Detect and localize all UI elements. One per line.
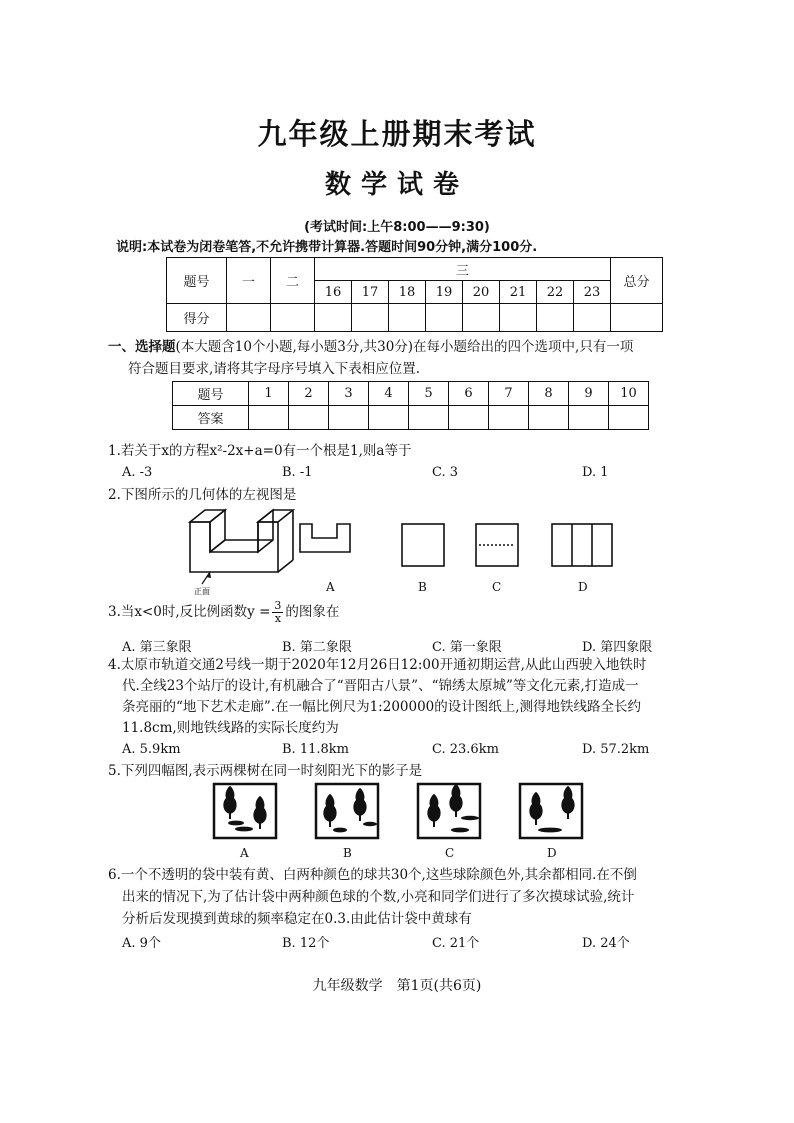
q3-post: 的图象在 [285,604,340,620]
q1-option-a[interactable]: A. -3 [122,465,153,480]
q1-option-c[interactable]: C. 3 [432,465,459,480]
score-cell[interactable] [537,304,574,332]
q4-option-d[interactable]: D. 57.2km [582,742,650,757]
q4-option-a[interactable]: A. 5.9km [122,742,181,757]
score-table [166,257,663,332]
q4-option-b[interactable]: B. 11.8km [282,742,349,757]
ans-num: 1 [249,382,289,406]
question-6-line3: 分析后发现摸到黄球的频率稳定在0.3.由此估计袋中黄球有 [122,911,472,927]
answer-cell[interactable] [249,406,289,430]
q3-fraction: $\frac{3}{x}$ [274,599,282,625]
question-5: 5.下列四幅图,表示两棵树在同一时刻阳光下的影子是 [108,763,423,779]
ans-num: 7 [489,382,529,406]
exam-note: 说明:本试卷为闭卷笔答,不允许携带计算器.答题时间90分钟,满分100分. [116,240,538,255]
q5-label-c[interactable]: C [445,846,455,860]
option-c-image [418,784,480,838]
option-b-image [316,784,378,838]
section1-desc: (本大题含10个小题,每小题3分,共30分)在每小题给出的四个选项中,只有一项 [175,339,634,355]
section1-line2: 符合题目要求,请将其字母序号填入下表相应位置. [128,361,421,377]
exam-title: 九年级上册期末考试 [257,117,537,151]
q6-option-c[interactable]: C. 21个 [432,936,480,951]
q6-option-a[interactable]: A. 9个 [122,936,161,951]
score-cell[interactable] [500,304,537,332]
question-1: 1.若关于x的方程x²-2x+a=0有一个根是1,则a等于 [108,443,412,459]
ans-daan: 答案 [173,406,249,430]
score-sub: 22 [537,281,574,304]
q2-figures [180,500,640,600]
score-er: 二 [271,258,315,304]
answer-cell[interactable] [329,406,369,430]
q3-option-c[interactable]: C. 第一象限 [432,640,502,655]
answer-cell[interactable] [609,406,649,430]
q5-label-d[interactable]: D [547,846,557,860]
score-tihao: 题号 [167,258,227,304]
answer-cell[interactable] [529,406,569,430]
score-cell[interactable] [389,304,426,332]
q3-pre: 3.当x<0时,反比例函数y = [108,604,271,620]
ans-num: 2 [289,382,329,406]
option-b-figure [402,524,444,566]
q2-label-a[interactable]: A [326,580,335,594]
ans-num: 3 [329,382,369,406]
question-3 [108,600,339,625]
option-d-figure [552,524,612,566]
answer-cell[interactable] [289,406,329,430]
score-cell[interactable] [352,304,389,332]
question-6-line1: 6.一个不透明的袋中装有黄、白两种颜色的球共30个,这些球除颜色外,其余都相同.在不倒 [108,867,637,883]
question-4-line3: 条亮丽的“地下艺术走廊”.在一幅比例尺为1:200000的设计图纸上,测得地铁线路全长约 [122,699,642,715]
score-cell[interactable] [463,304,500,332]
ans-tihao: 题号 [173,382,249,406]
score-sub: 17 [352,281,389,304]
ans-num: 4 [369,382,409,406]
q2-label-d[interactable]: D [578,580,588,594]
score-sub: 16 [315,281,352,304]
section1-line1 [108,336,633,358]
answer-cell[interactable] [489,406,529,430]
score-cell[interactable] [574,304,611,332]
q5-label-a[interactable]: A [240,846,249,860]
exam-subtitle: 数学试卷 [324,170,469,200]
q3-option-a[interactable]: A. 第三象限 [122,640,192,655]
question-4-line2: 代.全线23个站厅的设计,有机融合了“晋阳古八景”、“锦绣太原城”等文化元素,打造成一 [122,678,639,694]
score-sub: 20 [463,281,500,304]
option-c-figure [476,524,518,566]
answer-table [172,381,649,430]
section1-heading: 一、选择题 [108,339,176,355]
q2-label-b[interactable]: B [418,580,427,594]
ans-num: 6 [449,382,489,406]
exam-time: (考试时间:上午8:00——9:30) [304,220,490,235]
q6-option-d[interactable]: D. 24个 [582,936,630,951]
ans-num: 10 [609,382,649,406]
score-defen: 得分 [167,304,227,332]
score-cell[interactable] [315,304,352,332]
q1-option-b[interactable]: B. -1 [282,465,313,480]
ans-num: 8 [529,382,569,406]
front-label: 正面 [194,587,210,596]
q1-option-d[interactable]: D. 1 [582,465,609,480]
score-zongfen: 总分 [611,258,663,304]
q3-option-b[interactable]: B. 第二象限 [282,640,352,655]
q4-option-c[interactable]: C. 23.6km [432,742,499,757]
score-sub: 21 [500,281,537,304]
question-4-line4: 11.8cm,则地铁线路的实际长度约为 [122,720,339,736]
question-4-line1: 4.太原市轨道交通2号线一期于2020年12月26日12:00开通初期运营,从此山西驶入地铁时 [108,657,647,673]
option-d-image [520,784,582,838]
question-2: 2.下图所示的几何体的左视图是 [108,487,297,503]
score-sub: 19 [426,281,463,304]
option-a-figure [300,524,350,552]
option-a-image [214,784,276,838]
q5-label-b[interactable]: B [343,846,352,860]
geometric-solid-figure [190,510,293,572]
score-yi: 一 [227,258,271,304]
q6-option-b[interactable]: B. 12个 [282,936,330,951]
q2-label-c[interactable]: C [492,580,502,594]
answer-cell[interactable] [369,406,409,430]
question-6-line2: 出来的情况下,为了估计袋中两种颜色球的个数,小亮和同学们进行了多次摸球试验,统计 [122,889,635,905]
answer-cell[interactable] [569,406,609,430]
score-sub: 18 [389,281,426,304]
page-footer: 九年级数学 第1页(共6页) [312,978,482,994]
q5-figures [210,780,590,842]
q3-option-d[interactable]: D. 第四象限 [582,640,653,655]
ans-num: 5 [409,382,449,406]
score-cell[interactable] [426,304,463,332]
ans-num: 9 [569,382,609,406]
score-san: 三 [315,258,611,281]
score-cell[interactable] [271,304,315,332]
score-cell[interactable] [227,304,271,332]
answer-cell[interactable] [409,406,449,430]
answer-cell[interactable] [449,406,489,430]
score-cell[interactable] [611,304,663,332]
score-sub: 23 [574,281,611,304]
